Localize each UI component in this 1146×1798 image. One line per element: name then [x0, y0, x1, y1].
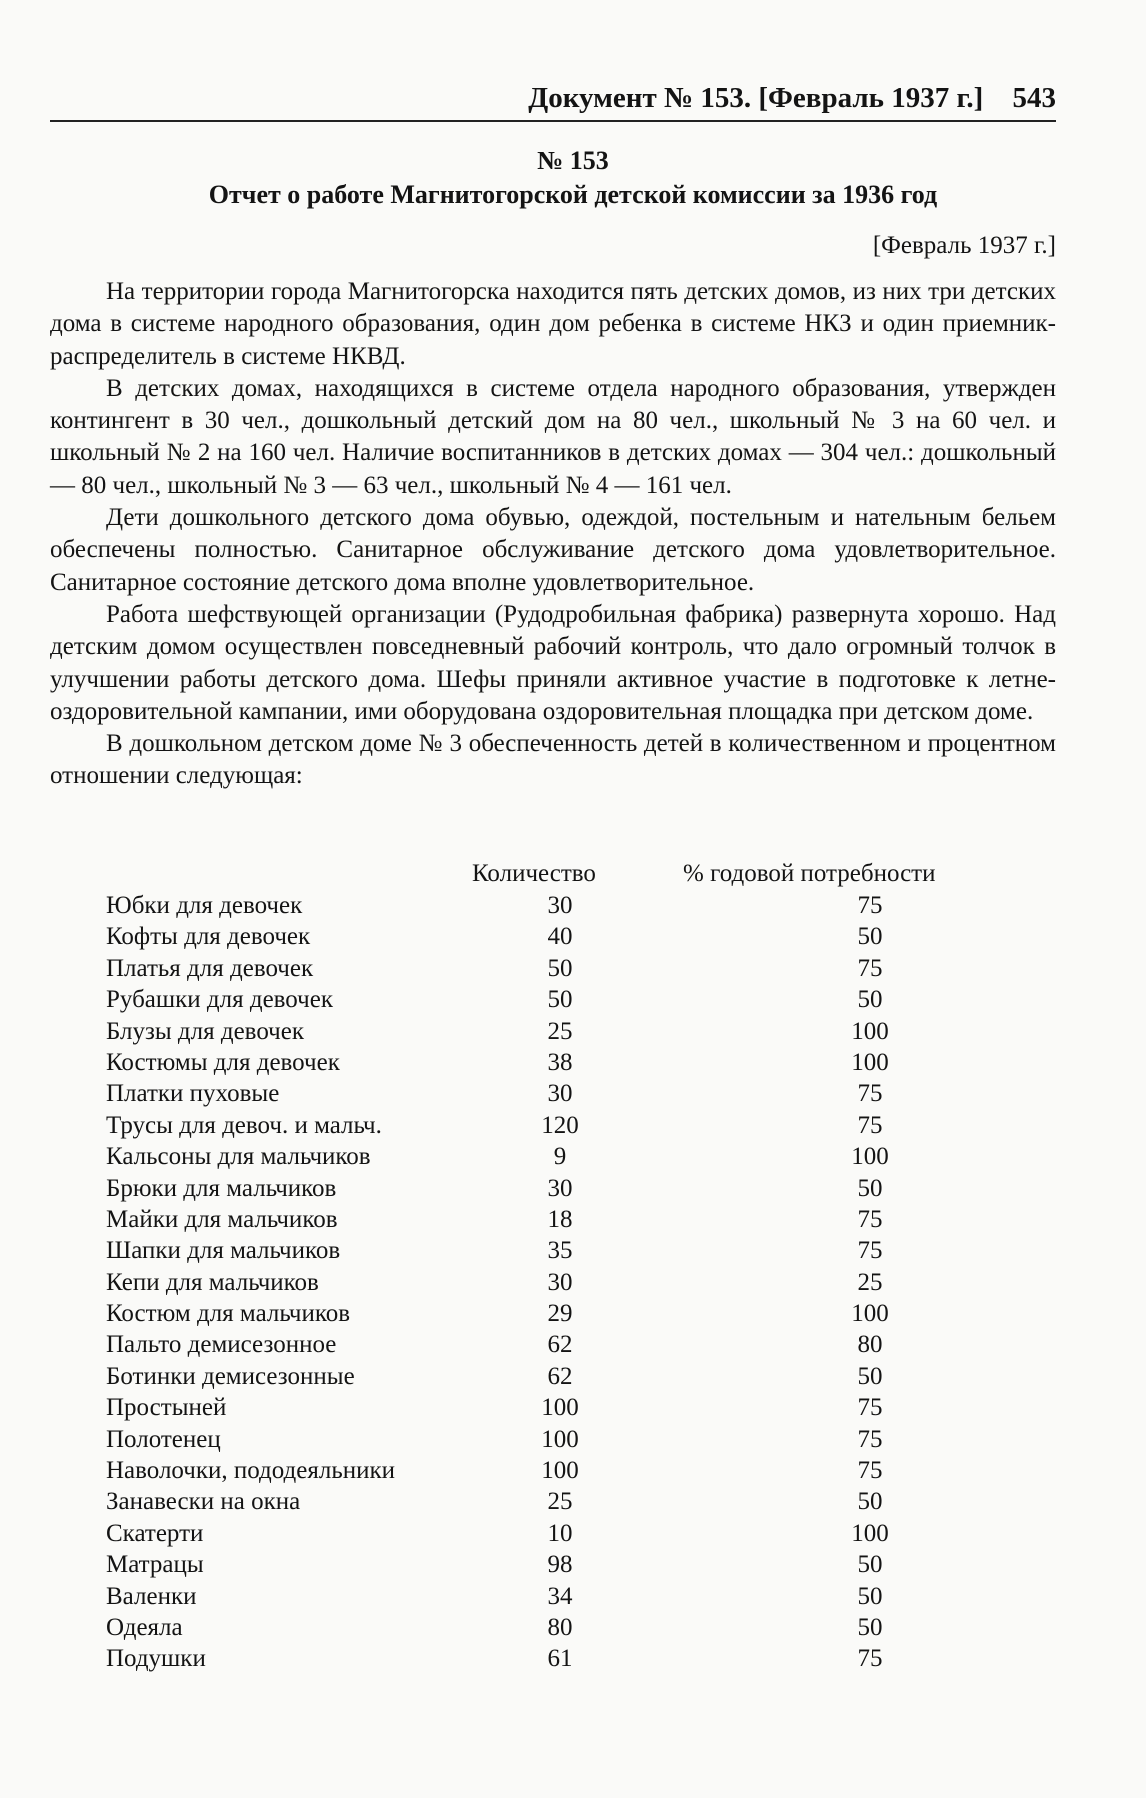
item-percent: 75	[857, 1645, 883, 1673]
item-quantity: 50	[547, 986, 573, 1014]
table-row	[50, 1269, 1056, 1300]
supply-table	[50, 860, 1056, 1677]
item-name: Рубашки для девочек	[106, 986, 333, 1014]
table-row	[50, 1112, 1056, 1143]
item-quantity: 62	[547, 1331, 573, 1359]
item-percent: 75	[857, 1111, 883, 1139]
document-date: [Февраль 1937 г.]	[872, 232, 1056, 259]
item-percent: 75	[857, 1237, 883, 1265]
item-percent: 100	[851, 1017, 889, 1045]
table-row	[50, 1363, 1056, 1394]
item-name: Ботинки демисезонные	[106, 1362, 355, 1390]
item-name: Наволочки, пододеяльники	[106, 1457, 396, 1485]
item-name: Валенки	[106, 1582, 197, 1610]
table-row	[50, 1645, 1056, 1676]
item-percent: 50	[857, 1362, 883, 1390]
running-header	[50, 82, 1056, 115]
table-row	[50, 955, 1056, 986]
table-row	[50, 1426, 1056, 1457]
table-row	[50, 1080, 1056, 1111]
item-quantity: 120	[541, 1111, 579, 1139]
body-text	[50, 276, 1056, 793]
paragraph: Работа шефствующей организации (Рудодробильная фабрика) развернута хорошо. Над детским домом осуществлен повседневный рабочий контроль, что дало огромный толчок в улучшении работы детского дома. Шефы приняли активное участие в подготовке к летне-оздоровительной кампании, ими оборудована оздоровительная площадка при детском доме.	[50, 600, 1056, 725]
item-quantity: 10	[547, 1519, 573, 1547]
item-quantity: 50	[547, 954, 573, 982]
item-quantity: 35	[547, 1237, 573, 1265]
item-name: Платки пуховые	[106, 1080, 280, 1108]
item-name: Занавески на окна	[106, 1488, 301, 1516]
item-name: Костюм для мальчиков	[106, 1300, 351, 1328]
item-percent: 75	[857, 892, 883, 919]
item-percent: 50	[857, 986, 883, 1014]
item-quantity: 38	[547, 1048, 573, 1076]
item-percent: 100	[851, 1143, 889, 1171]
item-name: Трусы для девоч. и мальч.	[106, 1111, 382, 1139]
item-name: Платья для девочек	[106, 954, 314, 982]
table-row	[50, 1551, 1056, 1582]
document-title: Отчет о работе Магнитогорской детской комиссии за 1936 год	[208, 180, 938, 209]
item-quantity: 30	[547, 1080, 573, 1108]
item-quantity: 30	[547, 1174, 573, 1202]
table-row	[50, 892, 1056, 923]
item-name: Шапки для мальчиков	[106, 1237, 341, 1265]
item-quantity: 100	[541, 1457, 579, 1485]
item-quantity: 29	[547, 1300, 573, 1328]
running-title: Документ № 153. [Февраль 1937 г.]	[528, 82, 984, 114]
item-percent: 100	[851, 1519, 889, 1547]
item-percent: 75	[857, 1457, 883, 1485]
item-quantity: 30	[547, 892, 573, 919]
table-row	[50, 1520, 1056, 1551]
item-name: Матрацы	[106, 1551, 204, 1579]
table-row	[50, 1049, 1056, 1080]
percent-column-header: % годовой потребности	[683, 860, 936, 887]
table-row	[50, 1018, 1056, 1049]
item-percent: 75	[857, 1080, 883, 1108]
item-quantity: 100	[541, 1425, 579, 1453]
item-name: Полотенец	[106, 1425, 221, 1453]
item-quantity: 40	[547, 923, 573, 951]
table-row	[50, 1457, 1056, 1488]
table-row	[50, 1143, 1056, 1174]
item-quantity: 9	[553, 1143, 567, 1171]
table-row	[50, 986, 1056, 1017]
item-quantity: 34	[547, 1582, 573, 1610]
table-row	[50, 1300, 1056, 1331]
paragraph: Дети дошкольного детского дома обувью, одеждой, постельным и нательным бельем обеспечены полностью. Санитарное обслуживание детского дома удовлетворительное. Санитарное состояние детского дома вполне удовлетворительное.	[50, 504, 1056, 596]
item-name: Кепи для мальчиков	[106, 1268, 319, 1296]
item-percent: 25	[857, 1268, 883, 1296]
item-name: Подушки	[106, 1645, 206, 1673]
document-number: № 153	[537, 146, 609, 175]
table-row	[50, 1394, 1056, 1425]
item-name: Пальто демисезонное	[106, 1331, 337, 1359]
item-name: Блузы для девочек	[106, 1017, 304, 1045]
item-percent: 75	[857, 1425, 883, 1453]
item-name: Кофты для девочек	[106, 923, 311, 951]
item-name: Скатерти	[106, 1519, 204, 1547]
table-row	[50, 1614, 1056, 1645]
item-percent: 100	[851, 1048, 889, 1076]
item-name: Кальсоны для мальчиков	[106, 1143, 371, 1171]
item-quantity: 98	[547, 1551, 573, 1579]
item-quantity: 80	[547, 1613, 573, 1641]
item-name: Майки для мальчиков	[106, 1205, 338, 1233]
item-percent: 75	[857, 1394, 883, 1422]
item-quantity: 100	[541, 1394, 579, 1422]
item-quantity: 25	[547, 1017, 573, 1045]
header-rule	[50, 120, 1056, 122]
item-percent: 50	[857, 1551, 883, 1579]
table-row	[50, 1237, 1056, 1268]
table-body	[50, 892, 1056, 1677]
item-percent: 50	[857, 923, 883, 951]
item-percent: 75	[857, 1205, 883, 1233]
table-row	[50, 923, 1056, 954]
item-quantity: 62	[547, 1362, 573, 1390]
item-percent: 50	[857, 1613, 883, 1641]
table-row	[50, 1175, 1056, 1206]
table-row	[50, 1206, 1056, 1237]
item-name: Простыней	[106, 1394, 227, 1422]
item-name: Брюки для мальчиков	[106, 1174, 337, 1202]
item-percent: 75	[857, 954, 883, 982]
page-number: 543	[1012, 82, 1056, 114]
item-quantity: 18	[547, 1205, 573, 1233]
quantity-column-header: Количество	[472, 860, 596, 887]
item-quantity: 25	[547, 1488, 573, 1516]
item-quantity: 61	[547, 1645, 573, 1673]
item-name: Костюмы для девочек	[106, 1048, 340, 1076]
paragraph: В дошкольном детском доме № 3 обеспеченность детей в количественном и процентном отношении следующая:	[50, 730, 1056, 790]
item-percent: 50	[857, 1488, 883, 1516]
paragraph: На территории города Магнитогорска находится пять детских домов, из них три детских дома в системе народного образования, один дом ребенка в системе НКЗ и один приемник-распределитель в системе НКВД.	[50, 278, 1056, 370]
item-name: Юбки для девочек	[106, 892, 303, 919]
table-row	[50, 1583, 1056, 1614]
item-percent: 50	[857, 1174, 883, 1202]
table-row	[50, 1488, 1056, 1519]
item-percent: 80	[857, 1331, 883, 1359]
paragraph: В детских домах, находящихся в системе отдела народного образования, утвержден контингент в 30 чел., дошкольный детский дом на 80 чел., школьный № 3 на 60 чел. и школьный № 2 на 160 чел. Наличие воспитанников в детских домах — 304 чел.: дошкольный — 80 чел., школьный № 3 — 63 чел., школьный № 4 — 161 чел.	[50, 374, 1056, 499]
table-row	[50, 1331, 1056, 1362]
item-percent: 50	[857, 1582, 883, 1610]
table-header	[50, 860, 1056, 892]
item-quantity: 30	[547, 1268, 573, 1296]
item-percent: 100	[851, 1300, 889, 1328]
item-name: Одеяла	[106, 1613, 183, 1641]
